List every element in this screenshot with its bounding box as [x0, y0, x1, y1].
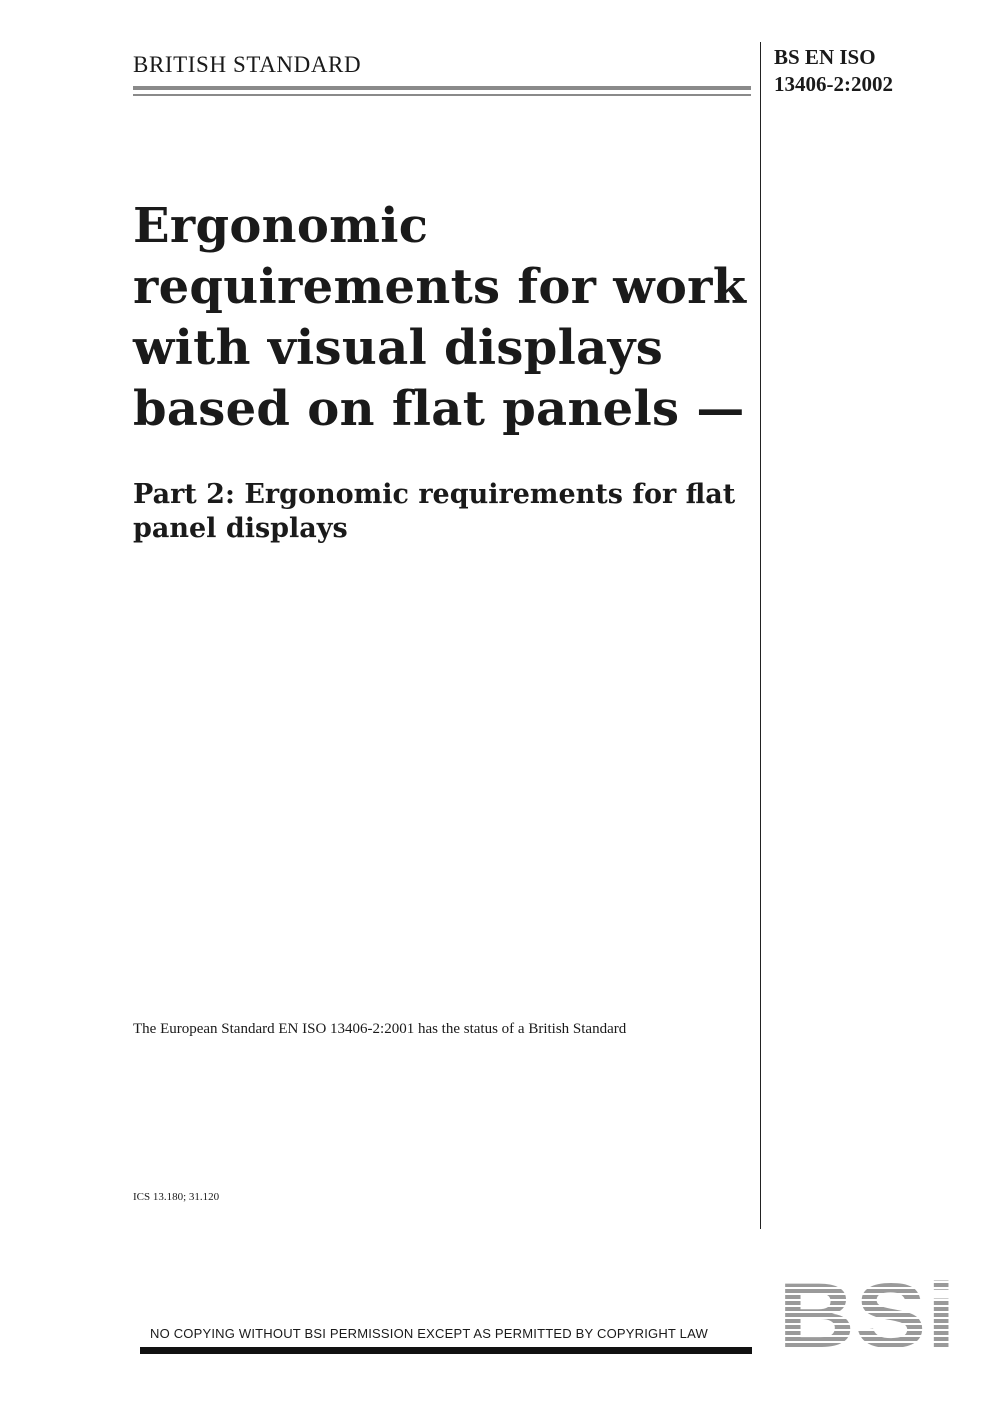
logo-stripe: [778, 1319, 956, 1323]
vertical-divider: [760, 42, 761, 1229]
doc-id-line-2: 13406-2:2002: [774, 72, 893, 96]
status-statement: The European Standard EN ISO 13406-2:2001 has the status of a British Standard: [133, 1021, 627, 1037]
logo-stripe: [778, 1343, 956, 1347]
logo-stripe: [778, 1325, 956, 1329]
logo-stripe: [778, 1295, 956, 1299]
logo-stripe: [778, 1283, 956, 1287]
header-rule-thin: [133, 94, 751, 96]
footer-rule: [140, 1347, 752, 1354]
part-title: [133, 478, 753, 546]
title-line-1: Ergonomic: [133, 198, 429, 254]
main-title: [133, 196, 753, 440]
logo-stripe: [778, 1313, 956, 1317]
title-line-4: based on flat panels —: [133, 381, 745, 437]
copyright-notice: NO COPYING WITHOUT BSI PERMISSION EXCEPT AS PERMITTED BY COPYRIGHT LAW: [150, 1326, 708, 1341]
header-rule-thick: [133, 86, 751, 90]
title-line-3: with visual displays: [133, 320, 664, 376]
doc-id-line-1: BS EN ISO: [774, 45, 876, 69]
part-title-line-1: Part 2: Ergonomic requirements for flat: [133, 479, 736, 510]
logo-stripe: [778, 1331, 956, 1335]
bsi-logo: [778, 1277, 956, 1355]
logo-stripe: [778, 1301, 956, 1305]
header-rules: [133, 86, 751, 98]
logo-stripe: [778, 1337, 956, 1341]
title-line-2: requirements for work: [133, 259, 747, 315]
standard-type-label: BRITISH STANDARD: [133, 52, 362, 77]
logo-stripe: [778, 1307, 956, 1311]
ics-code: ICS 13.180; 31.120: [133, 1191, 220, 1203]
document-identifier: [774, 44, 893, 98]
logo-stripe: [778, 1277, 956, 1281]
logo-stripe: [778, 1289, 956, 1293]
logo-stripe: [778, 1349, 956, 1353]
part-title-line-2: panel displays: [133, 513, 348, 544]
